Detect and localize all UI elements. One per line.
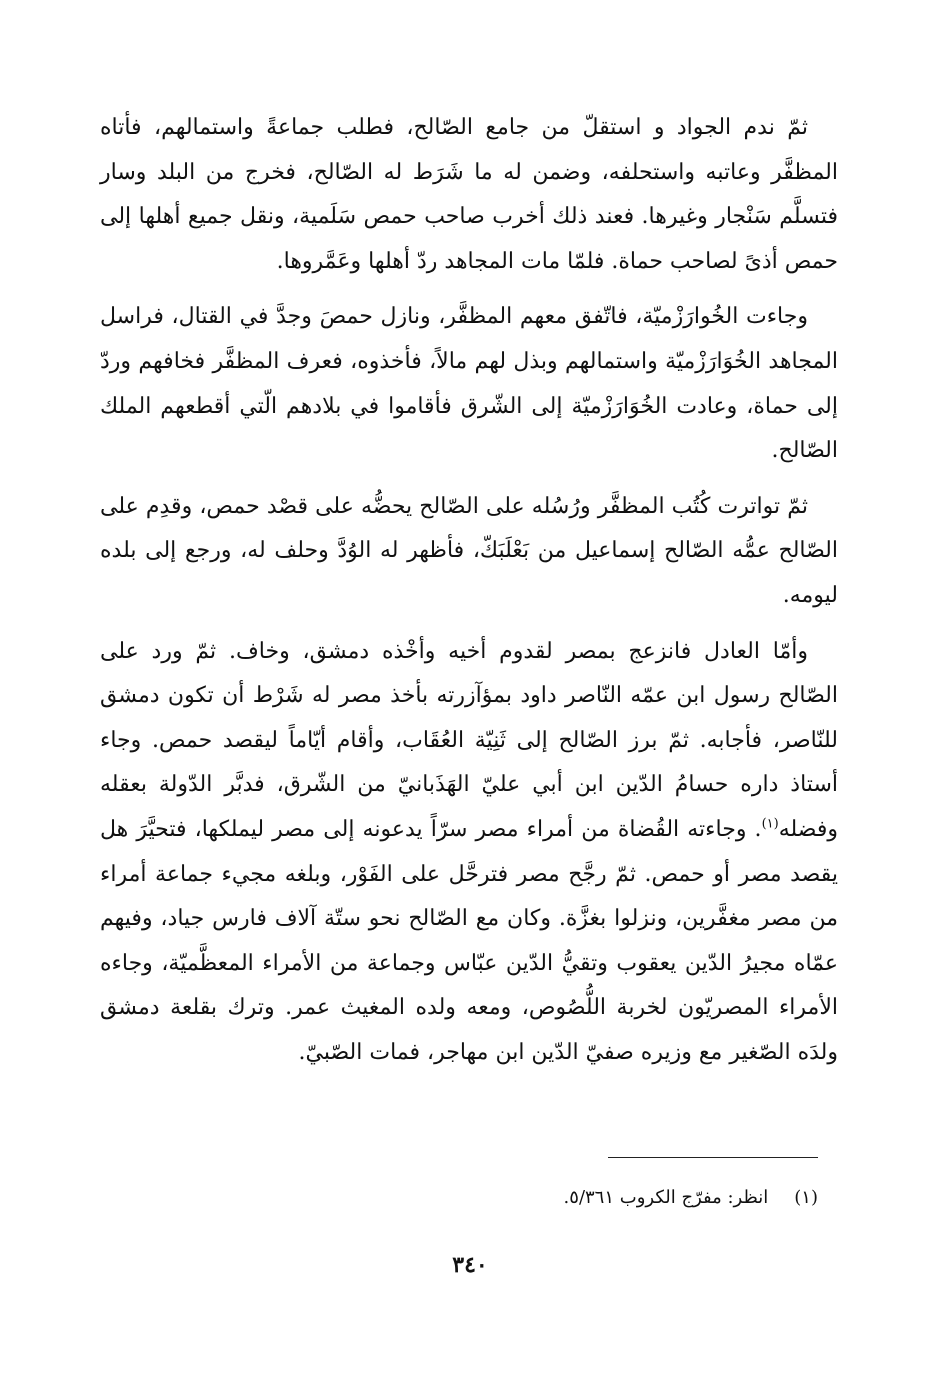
footnote-text: انظر: مفرّج الكروب ٥/٣٦١. — [563, 1187, 769, 1208]
page-number: ٣٤٠ — [452, 1252, 488, 1278]
footnote — [100, 1183, 818, 1213]
paragraph-2: وجاءت الخُوارَزْميّة، فاتّفق معهم المظفَّر، ونازل حمصَ وجدَّ في القتال، فراسل المجاهد الخُوَارَزْميّة واستمالهم وبذل لهم مالاً، فأخذوه، فعرف المظفَّر فخافهم وردّ إلى حماة، وعادت الخُوَارَزْميّة إلى الشّرق فأقاموا في بلادهم الّتي أقطعهم الملك الصّالح. — [100, 304, 838, 464]
footnote-reference: (١) — [761, 816, 779, 832]
main-text-body — [100, 106, 838, 1075]
paragraph-4-text-before-note: وأمّا العادل فانزعج بمصر لقدوم أخيه وأخْذه دمشق، وخاف. ثمّ ورد على الصّالح رسول ابن عمّه النّاصر داود بمؤآزرته بأخذ مصر له شَرْط أن تكون دمشق للنّاصر، فأجابه. ثمّ برز الصّالح إلى ثَنِيّة العُقَاب، وأقام أيّاماً ليقصد حمص. وجاء أستاذ داره حسامُ الدّين ابن أبي عليّ الهَذَبانيّ من الشّرق، فدبَّر الدّولة بعقله وفضله — [100, 638, 838, 842]
paragraph-4-text-after-note: . وجاءته القُضاة من أمراء مصر سرّاً يدعونه إلى مصر ليملكها، فتحيَّرَ هل يقصد مصر أو حمص. ثمّ رجَّح مصر فترحَّل على الفَوْر، وبلغه مجيء جماعة أمراء من مصر مغفَّرين، ونزلوا بغزَّة. وكان مع الصّالح نحو ستّة آلاف فارس جياد، وفيهم عمّاه مجيرُ الدّين يعقوب وتقيُّ الدّين عبّاس وجماعة من الأمراء المعظَّميّة، وجاءه الأمراء المصريّون لخربة اللُّصُوص، ومعه ولده المغيث عمر. وترك بقلعة دمشق ولدَه الصّغير مع وزيره صفيّ الدّين ابن مهاجر، فمات الصّبيّ. — [100, 816, 838, 1065]
footnote-number: (١) — [794, 1187, 818, 1208]
paragraph-3: ثمّ تواترت كُتُب المظفَّر ورُسُله على الصّالح يحضُّه على قصْد حمص، وقدِم على الصّالح عمُّه الصّالح إسماعيل من بَعْلَبَكّ، فأظهر له الوُدَّ وحلف له، ورجع إلى بلده ليومه. — [100, 493, 838, 608]
paragraph-1: ثمّ ندم الجواد و استقلّ من جامع الصّالح، فطلب جماعةً واستمالهم، فأتاه المظفَّر وعاتبه واستحلفه، وضمن له ما شَرَط له الصّالح، فخرج من البلد وسار فتسلَّم سَنْجار وغيرها. فعند ذلك أخرب صاحب حمص سَلَمية، ونقل جميع أهلها إلى حمص أذىً لصاحب حماة. فلمّا مات المجاهد ردّ أهلها وعَمَّروها. — [100, 115, 838, 274]
footnote-separator — [608, 1157, 818, 1158]
paragraph-4 — [100, 630, 838, 1076]
